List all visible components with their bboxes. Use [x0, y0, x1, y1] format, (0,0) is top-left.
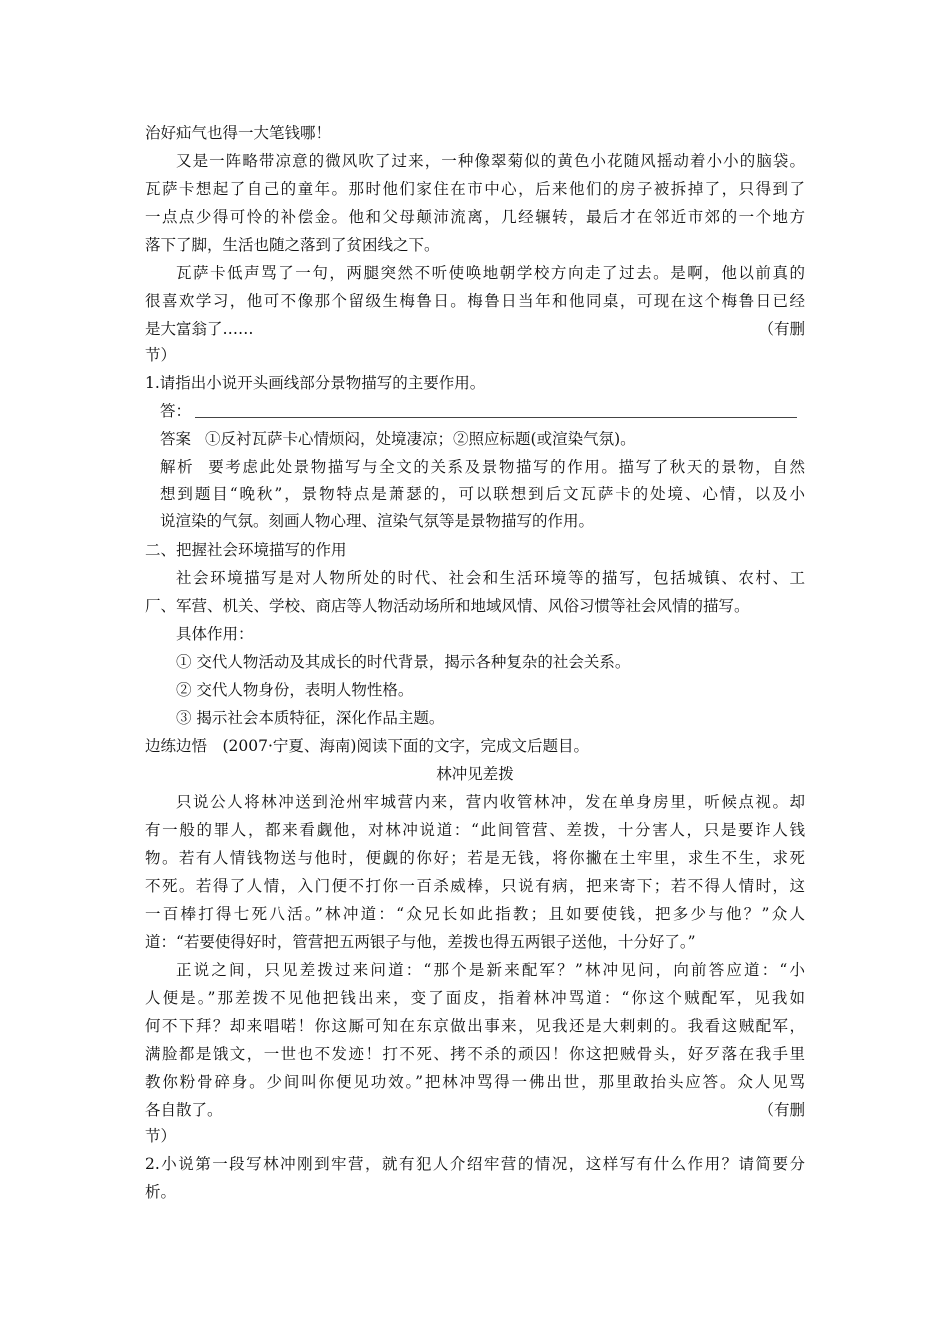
- subheading: 具体作用：: [176, 625, 254, 643]
- analysis-line: 想到题目“晚秋”，景物特点是萧瑟的，可以联想到后文瓦萨卡的处境、心情，以及小: [160, 485, 805, 503]
- story-line: 教你粉骨碎身。少间叫你便见功效。”把林冲骂得一佛出世，那里敢抬头应答。众人见骂: [145, 1073, 805, 1091]
- story-line: 满脸都是饿文，一世也不发迹！打不死、拷不杀的顽囚！你这把贼骨头，好歹落在我手里: [145, 1045, 805, 1063]
- story-line: 一百棒打得七死八活。”林冲道：“众兄长如此指教；且如要使钱，把多少与他？”众人: [145, 905, 805, 923]
- story-line: 正说之间，只见差拨过来问道：“那个是新来配军？”林冲见问，向前答应道：“小: [176, 961, 805, 979]
- section-heading: 二、把握社会环境描写的作用: [145, 541, 347, 559]
- story-line: 何不下拜？却来唱喏！你这厮可知在东京做出事来，见我还是大剌剌的。我看这贼配军，: [145, 1017, 805, 1035]
- story-title: 林冲见差拨: [436, 765, 514, 783]
- paragraph-line: 厂、军营、机关、学校、商店等人物活动场所和地域风情、风俗习惯等社会风情的描写。: [145, 597, 750, 615]
- edit-note: （有删: [758, 1101, 805, 1119]
- story-line: 道：“若要使得好时，管营把五两银子与他，差拨也得五两银子送他，十分好了。”: [145, 933, 696, 951]
- paragraph-line: 又是一阵略带凉意的微风吹了过来，一种像翠菊似的黄色小花随风摇动着小小的脑袋。: [176, 152, 805, 170]
- answer-key: [160, 426, 805, 452]
- list-item: ② 交代人物身份，表明人物性格。: [176, 681, 414, 699]
- edit-note-tail: 节）: [145, 1127, 177, 1145]
- question-1: 1.请指出小说开头画线部分景物描写的主要作用。: [145, 374, 486, 392]
- story-line: 各自散了。: [145, 1101, 223, 1119]
- list-item: ③ 揭示社会本质特征，深化作品主题。: [176, 709, 445, 727]
- paragraph-line: 社会环境描写是对人物所处的时代、社会和生活环境等的描写，包括城镇、农村、工: [176, 569, 805, 587]
- list-item: ① 交代人物活动及其成长的时代背景，揭示各种复杂的社会关系。: [176, 653, 631, 671]
- paragraph-tail: 治好疝气也得一大笔钱哪！: [145, 124, 332, 142]
- practice-heading: 边练边悟 (2007·宁夏、海南)阅读下面的文字，完成文后题目。: [145, 737, 589, 755]
- answer-key-label: 答案: [160, 430, 192, 448]
- paragraph-line: 是大富翁了……: [145, 320, 254, 338]
- answer-blank-line: [195, 417, 797, 418]
- edit-note: （有删: [758, 320, 805, 338]
- answer-key-text: ①反衬瓦萨卡心情烦闷，处境凄凉；②照应标题(或渲染气氛)。: [205, 430, 636, 448]
- story-line: 人便是。”那差拨不见他把钱出来，变了面皮，指着林冲骂道：“你这个贼配军，见我如: [145, 989, 805, 1007]
- analysis-line: 说渲染的气氛。刻画人物心理、渲染气氛等是景物描写的作用。: [160, 512, 595, 530]
- answer-label: 答：: [160, 402, 192, 420]
- question-2: 2.小说第一段写林冲刚到牢营，就有犯人介绍牢营的情况，这样写有什么作用？请简要分: [145, 1155, 805, 1173]
- edit-note-tail: 节）: [145, 346, 177, 364]
- analysis-label: 解析: [160, 458, 195, 476]
- story-line: 只说公人将林冲送到沧州牢城营内来，营内收管林冲，发在单身房里，听候点视。却: [176, 793, 805, 811]
- paragraph-line: 瓦萨卡想起了自己的童年。那时他们家住在市中心，后来他们的房子被拆掉了，只得到了: [145, 180, 805, 198]
- paragraph-line: 一点点少得可怜的补偿金。他和父母颠沛流离，几经辗转，最后才在邻近市郊的一个地方: [145, 208, 805, 226]
- story-line: 物。若有人情钱物送与他时，便觑的你好；若是无钱，将你撇在土牢里，求生不生，求死: [145, 849, 805, 867]
- question-2-tail: 析。: [145, 1183, 177, 1201]
- paragraph-line: 瓦萨卡低声骂了一句，两腿突然不听使唤地朝学校方向走了过去。是啊，他以前真的: [176, 264, 805, 282]
- analysis-text: 要考虑此处景物描写与全文的关系及景物描写的作用。描写了秋天的景物，自然: [208, 458, 805, 476]
- paragraph-line: 落下了脚，生活也随之落到了贫困线之下。: [145, 236, 440, 254]
- story-line: 不死。若得了人情，入门便不打你一百杀威棒，只说有病，把来寄下；若不得人情时，这: [145, 877, 805, 895]
- analysis-line: [160, 454, 805, 480]
- paragraph-line: 很喜欢学习，他可不像那个留级生梅鲁日。梅鲁日当年和他同桌，可现在这个梅鲁日已经: [145, 292, 805, 310]
- story-line: 有一般的罪人，都来看觑他，对林冲说道：“此间管营、差拨，十分害人，只是要诈人钱: [145, 821, 805, 839]
